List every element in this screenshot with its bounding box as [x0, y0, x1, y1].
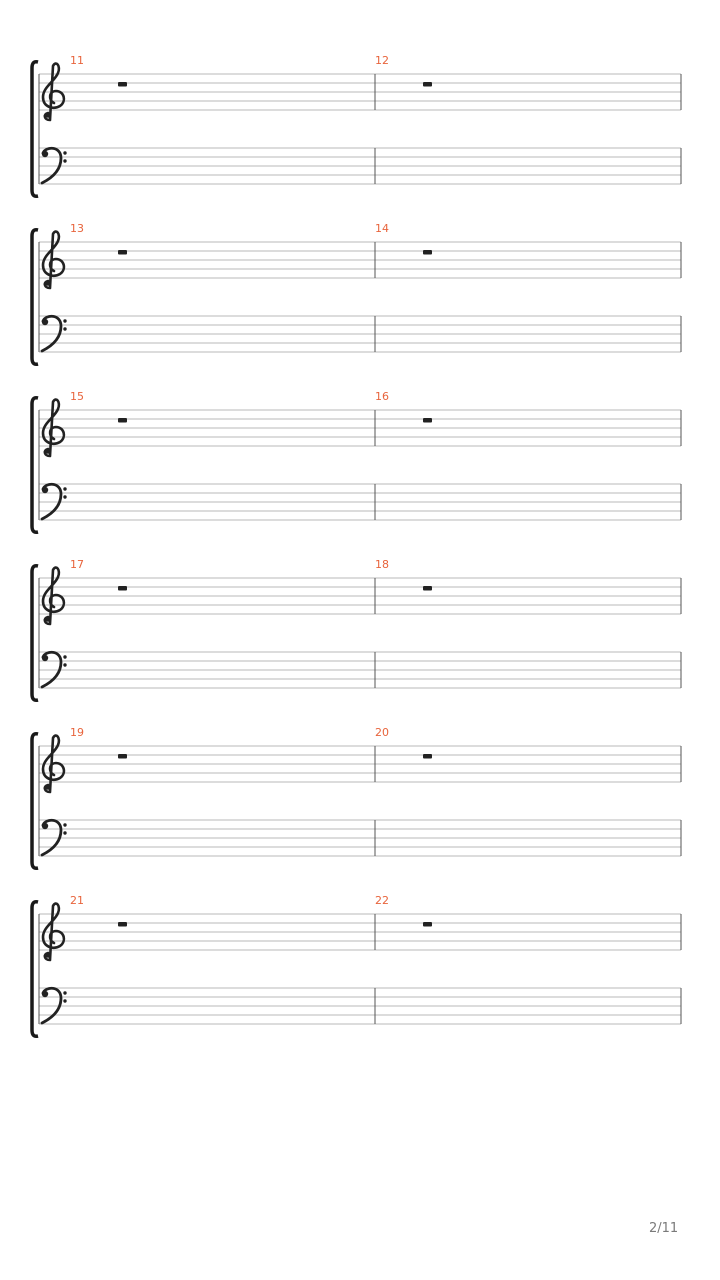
- half-rest: [118, 586, 127, 591]
- measure-number: 14: [375, 222, 389, 235]
- bass-clef-dot: [63, 319, 66, 322]
- bass-clef-dot: [63, 159, 66, 162]
- page-number: 2/11: [649, 1221, 679, 1236]
- half-rest: [118, 250, 127, 255]
- bass-clef-head: [42, 823, 48, 829]
- staff-system: [32, 54, 681, 196]
- bass-clef-head: [42, 991, 48, 997]
- bass-clef-dot: [63, 831, 66, 834]
- half-rest: [423, 922, 432, 927]
- half-rest: [423, 250, 432, 255]
- bass-clef-head: [42, 151, 48, 157]
- bass-clef-dot: [63, 663, 66, 666]
- half-rest: [118, 418, 127, 423]
- bass-clef-dot: [63, 991, 66, 994]
- bass-clef-head: [42, 487, 48, 493]
- bass-clef-dot: [63, 151, 66, 154]
- treble-clef-dot: [45, 784, 51, 790]
- bass-clef-dot: [63, 655, 66, 658]
- system-bracket: [32, 734, 38, 869]
- bass-clef-dot: [63, 327, 66, 330]
- half-rest: [118, 82, 127, 87]
- half-rest: [118, 754, 127, 759]
- system-bracket: [32, 62, 38, 197]
- staff-system: [32, 558, 681, 700]
- measure-number: 12: [375, 54, 389, 67]
- half-rest: [423, 82, 432, 87]
- bass-clef-dot: [63, 999, 66, 1002]
- measure-number: 17: [70, 558, 84, 571]
- treble-clef-dot: [45, 448, 51, 454]
- bass-clef-dot: [63, 487, 66, 490]
- measure-number: 11: [70, 54, 84, 67]
- treble-clef-dot: [45, 616, 51, 622]
- bass-clef-head: [42, 655, 48, 661]
- staff-system: [32, 222, 681, 364]
- staff-system: [32, 726, 681, 868]
- bass-clef-head: [42, 319, 48, 325]
- measure-number: 16: [375, 390, 389, 403]
- measure-number: 18: [375, 558, 389, 571]
- treble-clef-dot: [45, 112, 51, 118]
- measure-number: 13: [70, 222, 84, 235]
- staff-system: [32, 894, 681, 1036]
- bass-clef-dot: [63, 495, 66, 498]
- bass-clef-dot: [63, 823, 66, 826]
- half-rest: [423, 586, 432, 591]
- treble-clef-dot: [45, 280, 51, 286]
- measure-number: 21: [70, 894, 84, 907]
- system-bracket: [32, 566, 38, 701]
- system-bracket: [32, 398, 38, 533]
- system-bracket: [32, 902, 38, 1037]
- system-bracket: [32, 230, 38, 365]
- measure-number: 20: [375, 726, 389, 739]
- half-rest: [423, 418, 432, 423]
- staff-system: [32, 390, 681, 532]
- measure-number: 22: [375, 894, 389, 907]
- half-rest: [423, 754, 432, 759]
- measure-number: 15: [70, 390, 84, 403]
- treble-clef-dot: [45, 952, 51, 958]
- measure-number: 19: [70, 726, 84, 739]
- half-rest: [118, 922, 127, 927]
